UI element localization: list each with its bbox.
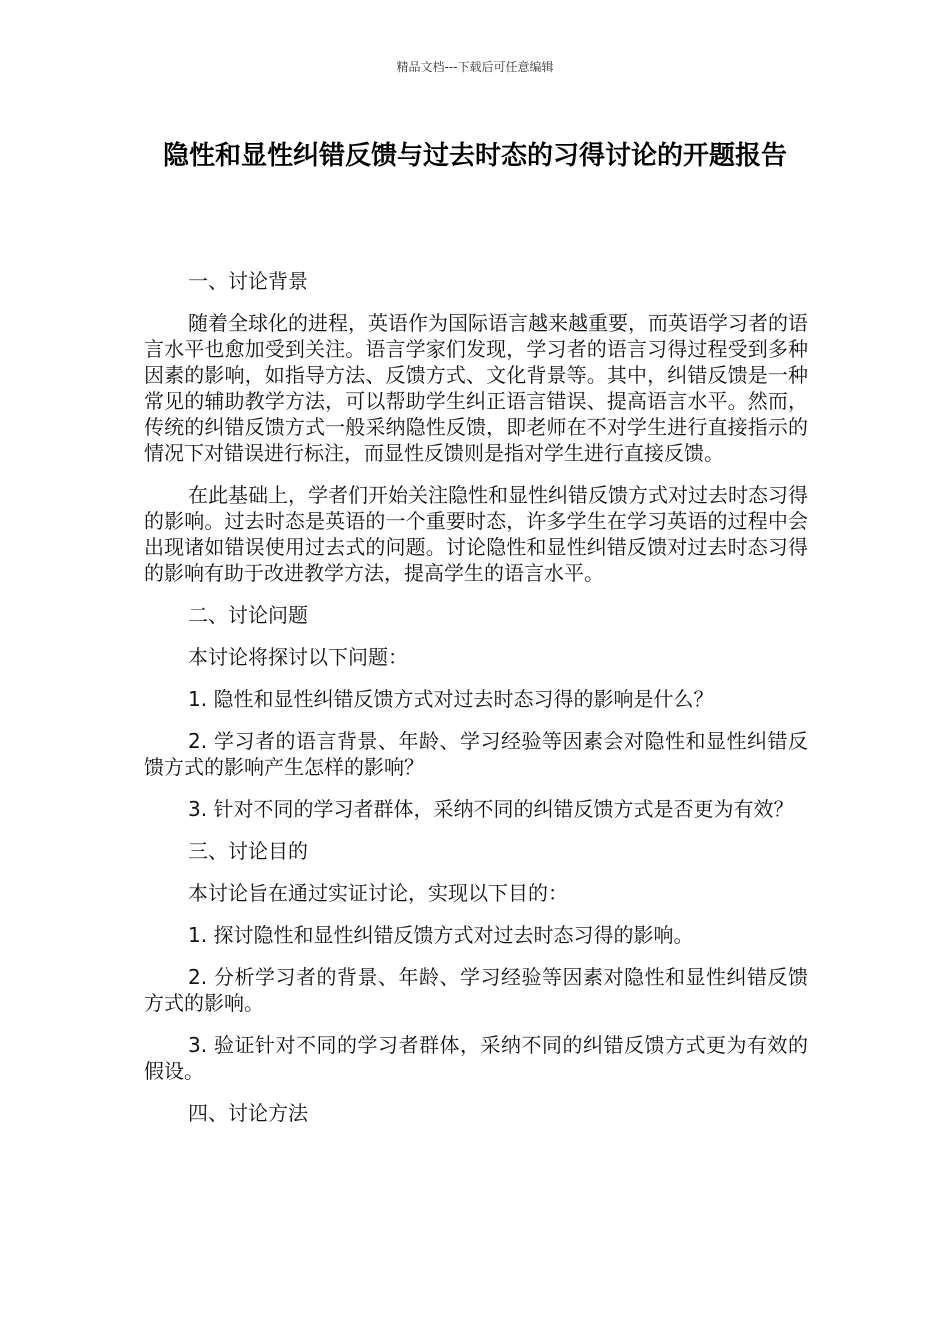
document-body	[144, 268, 808, 1126]
objective-item-1: 1. 探讨隐性和显性纠错反馈方式对过去时态习得的影响。	[188, 923, 694, 947]
section-heading-background: 一、讨论背景	[188, 269, 308, 293]
question-item-1: 1. 隐性和显性纠错反馈方式对过去时态习得的影响是什么？	[188, 687, 714, 711]
section-heading-objectives: 三、讨论目的	[188, 839, 308, 863]
objective-item-3: 3. 验证针对不同的学习者群体，采纳不同的纠错反馈方式更为有效的假设。	[144, 1033, 808, 1083]
objectives-intro: 本讨论旨在通过实证讨论，实现以下目的：	[188, 881, 568, 905]
background-paragraph-2: 在此基础上，学者们开始关注隐性和显性纠错反馈方式对过去时态习得的影响。过去时态是英语的一个重要时态，许多学生在学习英语的过程中会出现诸如错误使用过去式的问题。讨论隐性和显性纠错反馈对过去时态习得的影响有助于改进教学方法，提高学生的语言水平。	[144, 483, 808, 585]
header-note: 精品文档---下载后可任意编辑	[396, 60, 554, 74]
questions-intro: 本讨论将探讨以下问题：	[188, 645, 408, 669]
section-heading-questions: 二、讨论问题	[188, 603, 308, 627]
document-title: 隐性和显性纠错反馈与过去时态的习得讨论的开题报告	[162, 141, 787, 171]
question-item-3: 3. 针对不同的学习者群体，采纳不同的纠错反馈方式是否更为有效？	[188, 797, 794, 821]
background-paragraph-1: 随着全球化的进程，英语作为国际语言越来越重要，而英语学习者的语言水平也愈加受到关注。语言学家们发现，学习者的语言习得过程受到多种因素的影响，如指导方法、反馈方式、文化背景等。其中，纠错反馈是一种常见的辅助教学方法，可以帮助学生纠正语言错误、提高语言水平。然而，传统的纠错反馈方式一般采纳隐性反馈，即老师在不对学生进行直接指示的情况下对错误进行标注，而显性反馈则是指对学生进行直接反馈。	[144, 311, 808, 465]
objective-item-2: 2. 分析学习者的背景、年龄、学习经验等因素对隐性和显性纠错反馈方式的影响。	[144, 965, 808, 1015]
question-item-2: 2. 学习者的语言背景、年龄、学习经验等因素会对隐性和显性纠错反馈方式的影响产生怎样的影响？	[144, 729, 808, 779]
section-heading-methods: 四、讨论方法	[188, 1101, 308, 1125]
